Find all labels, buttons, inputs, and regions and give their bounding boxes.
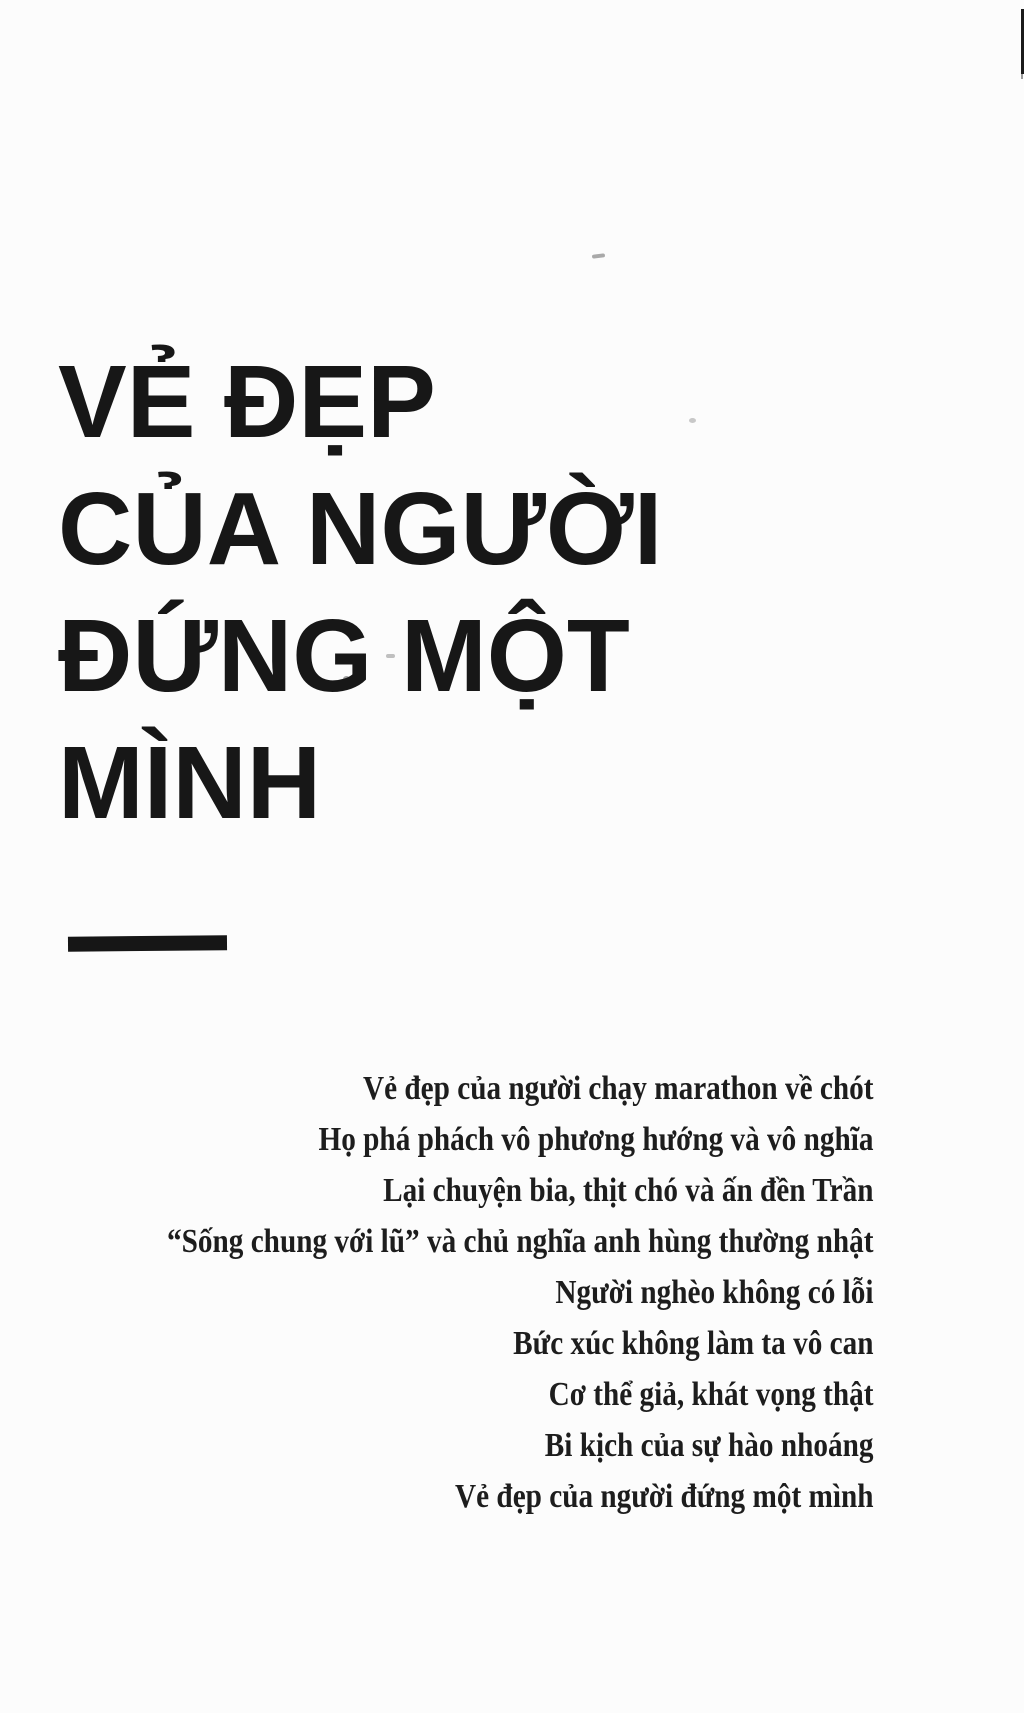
chapter-item: “Sống chung với lũ” và chủ nghĩa anh hùng thường nhật	[166, 1223, 873, 1260]
chapter-item: Họ phá phách vô phương hướng và vô nghĩa	[317, 1121, 873, 1158]
section-title-line-4: MÌNH	[58, 725, 322, 840]
section-title-line-2: CỦA NGƯỜI	[58, 471, 663, 586]
title-divider	[68, 935, 227, 951]
chapter-item: Bi kịch của sự hào nhoáng	[544, 1427, 873, 1464]
section-title	[58, 338, 662, 846]
chapter-item: Cơ thể giả, khát vọng thật	[548, 1376, 873, 1413]
chapter-item: Vẻ đẹp của người chạy marathon về chót	[362, 1070, 873, 1107]
ink-speck	[592, 253, 605, 259]
chapter-item: Người nghèo không có lỗi	[554, 1274, 873, 1311]
chapter-item: Bức xúc không làm ta vô can	[512, 1325, 873, 1362]
chapter-item: Vẻ đẹp của người đứng một mình	[454, 1478, 873, 1515]
chapter-list	[167, 1063, 873, 1522]
ink-speck	[689, 418, 696, 423]
section-title-line-3: ĐỨNG MỘT	[58, 598, 630, 713]
section-title-line-1: VẺ ĐẸP	[58, 344, 436, 459]
chapter-item: Lại chuyện bia, thịt chó và ấn đền Trần	[382, 1172, 873, 1209]
scan-edge-artifact-tail	[1021, 74, 1023, 79]
